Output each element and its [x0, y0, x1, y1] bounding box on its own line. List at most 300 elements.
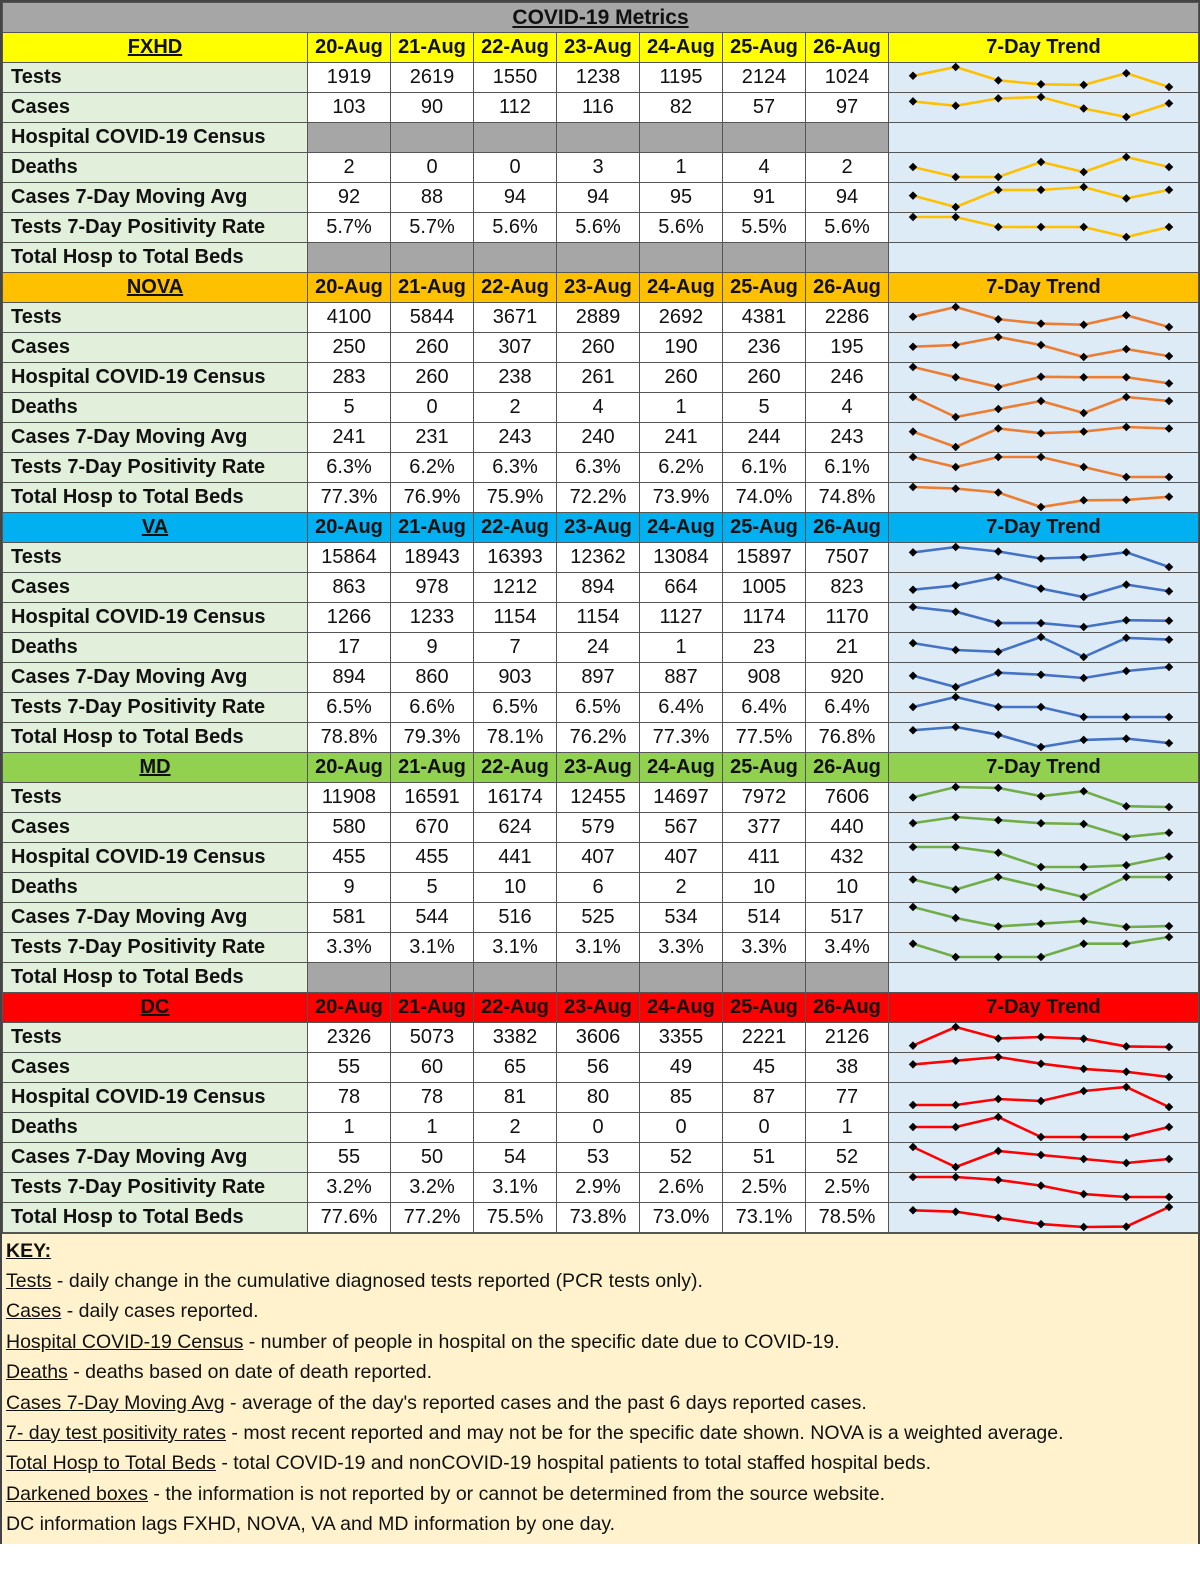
date-header: 22-Aug	[474, 273, 557, 303]
date-header: 20-Aug	[308, 33, 391, 63]
key-item	[6, 1448, 1194, 1478]
sparkline-point	[1037, 619, 1045, 627]
sparkline-point	[909, 819, 917, 827]
sparkline-point	[1122, 1133, 1130, 1141]
metric-value: 307	[474, 333, 557, 363]
metric-value: 6.3%	[308, 453, 391, 483]
sparkline-point	[1122, 1159, 1130, 1167]
sparkline-point	[951, 914, 959, 922]
metric-value: 5.7%	[308, 213, 391, 243]
key-desc: - average of the day's reported cases and the past 6 days reported cases.	[224, 1391, 867, 1414]
sparkline-point	[1165, 223, 1173, 231]
metric-value: 103	[308, 93, 391, 123]
key-legend	[2, 1233, 1198, 1544]
darkened-cell	[557, 963, 640, 993]
sparkline-point	[1165, 713, 1173, 721]
darkened-cell	[391, 963, 474, 993]
sparkline-point	[1037, 554, 1045, 562]
sparkline-point	[951, 102, 959, 110]
sparkline-point	[951, 581, 959, 589]
metric-value: 77.5%	[723, 723, 806, 753]
metric-value: 195	[806, 333, 889, 363]
metric-value: 903	[474, 663, 557, 693]
sparkline-point	[994, 648, 1002, 656]
trend-cell	[889, 963, 1199, 993]
metric-value: 95	[640, 183, 723, 213]
key-desc: - most recent reported and may not be for the specific date shown. NOVA is a weighted average.	[226, 1422, 1064, 1445]
sparkline-point	[1122, 1083, 1130, 1091]
trend-cell	[889, 933, 1199, 963]
metric-row-tests-7-day-positivity-rate	[3, 1173, 1199, 1203]
metric-value: 1024	[806, 63, 889, 93]
trend-cell	[889, 123, 1199, 153]
metric-value: 5	[723, 393, 806, 423]
darkened-cell	[308, 123, 391, 153]
metric-value: 78.1%	[474, 723, 557, 753]
metric-value: 78	[308, 1083, 391, 1113]
metric-value: 2	[806, 153, 889, 183]
sparkline-point	[994, 333, 1002, 341]
metric-value: 18943	[391, 543, 474, 573]
metric-row-total-hosp-to-total-beds	[3, 243, 1199, 273]
metric-label: Deaths	[3, 873, 308, 903]
sparkline-point	[1122, 423, 1130, 431]
metric-value: 10	[474, 873, 557, 903]
sparkline-point	[994, 94, 1002, 102]
metric-value: 624	[474, 813, 557, 843]
sparkline-point	[951, 443, 959, 451]
sparkline	[889, 933, 1199, 962]
sparkline	[889, 1113, 1199, 1142]
metric-value: 517	[806, 903, 889, 933]
sparkline-point	[1079, 409, 1087, 417]
trend-cell	[889, 663, 1199, 693]
metric-row-hospital-covid-19-census	[3, 1083, 1199, 1113]
trend-cell	[889, 873, 1199, 903]
sparkline-point	[1079, 496, 1087, 504]
darkened-cell	[474, 123, 557, 153]
date-header: 25-Aug	[723, 753, 806, 783]
sparkline-point	[1079, 1190, 1087, 1198]
sparkline-point	[1079, 674, 1087, 682]
metric-value: 3.1%	[557, 933, 640, 963]
metric-value: 6.4%	[640, 693, 723, 723]
metric-value: 411	[723, 843, 806, 873]
metric-value: 76.2%	[557, 723, 640, 753]
sparkline-point	[994, 383, 1002, 391]
metric-row-cases	[3, 1053, 1199, 1083]
metric-value: 5.5%	[723, 213, 806, 243]
metric-value: 9	[308, 873, 391, 903]
metric-label: Total Hosp to Total Beds	[3, 243, 308, 273]
sparkline-point	[951, 1101, 959, 1109]
sparkline-point	[1122, 1042, 1130, 1050]
sparkline	[889, 213, 1199, 242]
date-header: 22-Aug	[474, 33, 557, 63]
sparkline-point	[1122, 1068, 1130, 1076]
trend-cell	[889, 1053, 1199, 1083]
metric-value: 15864	[308, 543, 391, 573]
metric-value: 580	[308, 813, 391, 843]
date-header: 23-Aug	[557, 753, 640, 783]
sparkline-point	[1037, 1059, 1045, 1067]
sparkline-point	[1122, 939, 1130, 947]
sparkline-point	[1037, 633, 1045, 641]
sparkline-point	[951, 843, 959, 851]
sparkline-point	[994, 76, 1002, 84]
sparkline-point	[994, 1034, 1002, 1042]
darkened-cell	[806, 963, 889, 993]
metric-label: Cases 7-Day Moving Avg	[3, 423, 308, 453]
sparkline-point	[1037, 341, 1045, 349]
metric-value: 12362	[557, 543, 640, 573]
sparkline-point	[909, 603, 917, 611]
sparkline-point	[1037, 373, 1045, 381]
sparkline-point	[951, 953, 959, 961]
sparkline-point	[1122, 393, 1130, 401]
date-header: 26-Aug	[806, 33, 889, 63]
metric-row-cases-7-day-moving-avg	[3, 903, 1199, 933]
sparkline-point	[1122, 616, 1130, 624]
metric-value: 94	[806, 183, 889, 213]
date-header: 22-Aug	[474, 753, 557, 783]
metric-value: 1170	[806, 603, 889, 633]
sparkline	[889, 903, 1199, 932]
sparkline	[889, 573, 1199, 602]
key-item	[6, 1296, 1194, 1326]
sparkline-point	[994, 547, 1002, 555]
metric-value: 56	[557, 1053, 640, 1083]
sparkline	[889, 93, 1199, 122]
metric-value: 75.5%	[474, 1203, 557, 1233]
metric-value: 243	[806, 423, 889, 453]
sparkline	[889, 843, 1199, 872]
date-header: 24-Aug	[640, 33, 723, 63]
sparkline-point	[994, 953, 1002, 961]
metric-value: 82	[640, 93, 723, 123]
date-header: 26-Aug	[806, 513, 889, 543]
date-header: 24-Aug	[640, 513, 723, 543]
sparkline	[889, 303, 1199, 332]
metric-value: 534	[640, 903, 723, 933]
trend-header: 7-Day Trend	[889, 513, 1199, 543]
metric-value: 13084	[640, 543, 723, 573]
sparkline-point	[1122, 802, 1130, 810]
sparkline-point	[951, 723, 959, 731]
key-item	[6, 1388, 1194, 1418]
sparkline-point	[951, 693, 959, 701]
sparkline-point	[1165, 424, 1173, 432]
metric-value: 283	[308, 363, 391, 393]
sparkline-point	[909, 213, 917, 221]
metric-value: 11908	[308, 783, 391, 813]
metric-value: 7507	[806, 543, 889, 573]
metric-value: 261	[557, 363, 640, 393]
metric-label: Hospital COVID-19 Census	[3, 123, 308, 153]
trend-cell	[889, 1023, 1199, 1053]
sparkline-point	[994, 488, 1002, 496]
metric-value: 407	[557, 843, 640, 873]
sparkline-point	[909, 1173, 917, 1181]
metric-value: 3.1%	[474, 1173, 557, 1203]
metric-value: 5.6%	[640, 213, 723, 243]
metric-value: 52	[640, 1143, 723, 1173]
sparkline-point	[1122, 194, 1130, 202]
trend-cell	[889, 1113, 1199, 1143]
metric-row-deaths	[3, 873, 1199, 903]
metric-value: 6.2%	[391, 453, 474, 483]
sparkline	[889, 183, 1199, 212]
metric-value: 6.5%	[557, 693, 640, 723]
sparkline-point	[909, 1101, 917, 1109]
metric-value: 77.2%	[391, 1203, 474, 1233]
sparkline-point	[1165, 739, 1173, 747]
sparkline-point	[1037, 863, 1045, 871]
metric-value: 581	[308, 903, 391, 933]
sparkline-point	[994, 816, 1002, 824]
sparkline-point	[1079, 168, 1087, 176]
sparkline-point	[909, 585, 917, 593]
metric-value: 49	[640, 1053, 723, 1083]
trend-cell	[889, 483, 1199, 513]
sparkline	[889, 723, 1199, 752]
sparkline-point	[1165, 1103, 1173, 1111]
metric-value: 21	[806, 633, 889, 663]
sparkline-point	[1079, 427, 1087, 435]
metric-row-total-hosp-to-total-beds	[3, 483, 1199, 513]
sparkline	[889, 333, 1199, 362]
sparkline-point	[909, 342, 917, 350]
metric-value: 3.1%	[391, 933, 474, 963]
metric-value: 567	[640, 813, 723, 843]
metric-label: Tests	[3, 783, 308, 813]
metric-value: 54	[474, 1143, 557, 1173]
metric-value: 670	[391, 813, 474, 843]
metric-value: 2124	[723, 63, 806, 93]
metric-value: 243	[474, 423, 557, 453]
metric-value: 51	[723, 1143, 806, 1173]
sparkline-point	[1079, 820, 1087, 828]
metric-value: 12455	[557, 783, 640, 813]
sparkline	[889, 153, 1199, 182]
metric-value: 2	[308, 153, 391, 183]
metric-value: 55	[308, 1143, 391, 1173]
metric-value: 240	[557, 423, 640, 453]
sparkline-point	[1079, 736, 1087, 744]
sparkline-point	[1037, 1151, 1045, 1159]
key-item	[6, 1266, 1194, 1296]
metric-value: 246	[806, 363, 889, 393]
metric-value: 10	[806, 873, 889, 903]
sparkline-point	[1122, 311, 1130, 319]
sparkline-point	[1165, 1193, 1173, 1201]
metric-value: 16174	[474, 783, 557, 813]
trend-cell	[889, 423, 1199, 453]
sparkline-point	[1122, 69, 1130, 77]
metric-value: 514	[723, 903, 806, 933]
metric-value: 241	[308, 423, 391, 453]
metric-value: 894	[308, 663, 391, 693]
region-name: DC	[3, 993, 308, 1023]
date-header: 21-Aug	[391, 993, 474, 1023]
key-term: Hospital COVID-19 Census	[6, 1330, 244, 1353]
sparkline	[889, 633, 1199, 662]
trend-cell	[889, 1143, 1199, 1173]
key-desc: - daily cases reported.	[61, 1300, 259, 1323]
sparkline-point	[1165, 99, 1173, 107]
metric-value: 525	[557, 903, 640, 933]
date-header: 24-Aug	[640, 273, 723, 303]
trend-cell	[889, 333, 1199, 363]
metric-value: 2126	[806, 1023, 889, 1053]
sparkline-point	[994, 922, 1002, 930]
date-header: 24-Aug	[640, 993, 723, 1023]
sparkline-point	[1037, 80, 1045, 88]
sparkline-point	[951, 413, 959, 421]
metric-value: 7	[474, 633, 557, 663]
metric-value: 0	[391, 153, 474, 183]
sparkline-point	[909, 726, 917, 734]
metric-label: Tests 7-Day Positivity Rate	[3, 933, 308, 963]
sparkline-point	[1037, 429, 1045, 437]
sparkline-point	[1037, 1220, 1045, 1228]
trend-cell	[889, 453, 1199, 483]
metric-label: Cases 7-Day Moving Avg	[3, 183, 308, 213]
metric-value: 2.5%	[806, 1173, 889, 1203]
metric-value: 6.4%	[723, 693, 806, 723]
metric-value: 3.2%	[308, 1173, 391, 1203]
metric-value: 0	[557, 1113, 640, 1143]
trend-cell	[889, 813, 1199, 843]
sparkline-point	[909, 903, 917, 911]
sparkline-point	[1165, 803, 1173, 811]
key-desc: - daily change in the cumulative diagnosed tests reported (PCR tests only).	[51, 1270, 703, 1292]
sparkline-point	[909, 793, 917, 801]
sparkline-point	[1079, 463, 1087, 471]
sparkline-point	[1079, 81, 1087, 89]
metric-value: 432	[806, 843, 889, 873]
sparkline-point	[1037, 743, 1045, 751]
trend-cell	[889, 783, 1199, 813]
sparkline-point	[909, 393, 917, 401]
sparkline-point	[951, 1163, 959, 1171]
metric-label: Cases	[3, 333, 308, 363]
sparkline-point	[1165, 617, 1173, 625]
sparkline-point	[1079, 623, 1087, 631]
metric-value: 92	[308, 183, 391, 213]
sparkline-point	[1079, 593, 1087, 601]
trend-header: 7-Day Trend	[889, 273, 1199, 303]
sparkline-point	[1079, 1034, 1087, 1042]
sparkline-point	[1079, 373, 1087, 381]
sparkline-point	[994, 703, 1002, 711]
metric-value: 231	[391, 423, 474, 453]
sparkline-point	[1079, 939, 1087, 947]
metric-value: 2	[474, 393, 557, 423]
metric-label: Cases	[3, 1053, 308, 1083]
metric-label: Cases 7-Day Moving Avg	[3, 1143, 308, 1173]
metric-row-tests	[3, 543, 1199, 573]
darkened-cell	[723, 123, 806, 153]
sparkline-point	[1165, 1073, 1173, 1081]
sparkline	[889, 1203, 1199, 1232]
sparkline-point	[994, 186, 1002, 194]
sparkline-point	[951, 203, 959, 211]
metric-label: Tests	[3, 543, 308, 573]
trend-cell	[889, 903, 1199, 933]
trend-cell	[889, 1203, 1199, 1233]
metric-value: 3671	[474, 303, 557, 333]
sparkline-point	[951, 1123, 959, 1131]
sparkline-point	[909, 703, 917, 711]
trend-header: 7-Day Trend	[889, 33, 1199, 63]
metric-value: 260	[723, 363, 806, 393]
metric-value: 455	[391, 843, 474, 873]
metric-value: 894	[557, 573, 640, 603]
sparkline-point	[1122, 113, 1130, 121]
trend-cell	[889, 573, 1199, 603]
metric-row-cases	[3, 813, 1199, 843]
sparkline-point	[994, 573, 1002, 581]
sparkline-point	[909, 72, 917, 80]
sparkline-point	[1165, 83, 1173, 91]
metric-value: 3.3%	[723, 933, 806, 963]
metric-value: 57	[723, 93, 806, 123]
metric-value: 97	[806, 93, 889, 123]
metric-value: 77.6%	[308, 1203, 391, 1233]
sparkline-point	[1079, 1155, 1087, 1163]
metric-value: 664	[640, 573, 723, 603]
metric-label: Cases	[3, 813, 308, 843]
trend-cell	[889, 543, 1199, 573]
sparkline-point	[994, 315, 1002, 323]
metric-value: 6.1%	[723, 453, 806, 483]
sparkline	[889, 663, 1199, 692]
sparkline-point	[1165, 473, 1173, 481]
sparkline-point	[1165, 663, 1173, 671]
region-name: NOVA	[3, 273, 308, 303]
metric-value: 4	[806, 393, 889, 423]
metric-value: 5.6%	[557, 213, 640, 243]
metric-row-cases-7-day-moving-avg	[3, 1143, 1199, 1173]
metric-value: 7606	[806, 783, 889, 813]
metric-value: 15897	[723, 543, 806, 573]
sparkline-point	[994, 1214, 1002, 1222]
sparkline-point	[1122, 713, 1130, 721]
metric-value: 0	[474, 153, 557, 183]
region-header-nova	[3, 273, 1199, 303]
metric-row-deaths	[3, 393, 1199, 423]
sparkline	[889, 813, 1199, 842]
metric-value: 23	[723, 633, 806, 663]
metric-value: 516	[474, 903, 557, 933]
metric-value: 76.9%	[391, 483, 474, 513]
metric-value: 60	[391, 1053, 474, 1083]
metric-value: 7972	[723, 783, 806, 813]
date-header: 23-Aug	[557, 33, 640, 63]
sparkline-point	[951, 543, 959, 551]
metric-value: 52	[806, 1143, 889, 1173]
metric-value: 116	[557, 93, 640, 123]
sparkline-point	[1165, 933, 1173, 941]
sparkline-point	[1165, 397, 1173, 405]
metric-value: 78	[391, 1083, 474, 1113]
sparkline-point	[1037, 397, 1045, 405]
metric-value: 1	[308, 1113, 391, 1143]
sparkline-point	[994, 1095, 1002, 1103]
sparkline-point	[951, 646, 959, 654]
trend-header: 7-Day Trend	[889, 993, 1199, 1023]
